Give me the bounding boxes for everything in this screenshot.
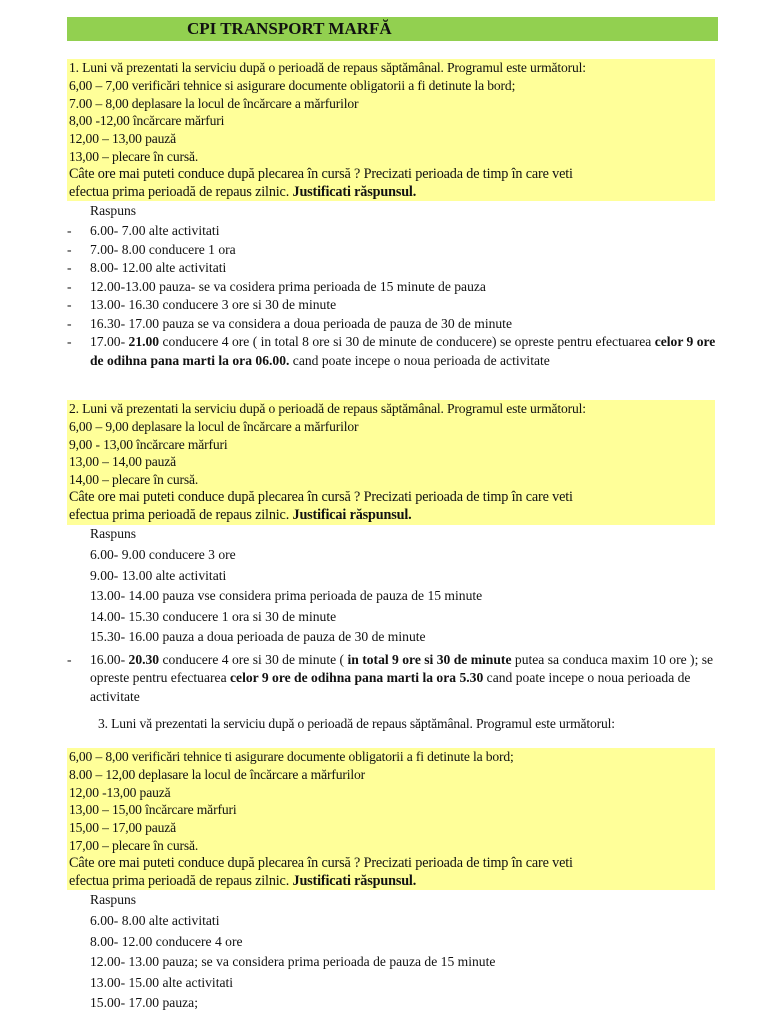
list-item: - 13.00- 16.30 conducere 3 ore si 30 de minute — [67, 297, 337, 312]
q1-question: Câte ore mai puteti conduce după plecarea în cursă ? Precizati perioada de timp în care veti — [69, 165, 573, 182]
q1-line: 6,00 – 7,00 verificări tehnice si asigurare documente obligatorii a fi detinute la bord; — [69, 77, 516, 93]
answer-3-heading: Raspuns — [90, 892, 137, 907]
q3-line: 15,00 – 17,00 pauză — [69, 820, 177, 836]
q2-line: 13,00 – 14,00 pauză — [69, 454, 177, 470]
q2-line: 9,00 - 13,00 încărcare mărfuri — [69, 436, 228, 452]
q1-line: 13,00 – plecare în cursă. — [69, 148, 199, 164]
q3-line: 8.00 – 12,00 deplasare la locul de încărcare a mărfurilor — [69, 766, 366, 782]
q2-question-end: efectua prima perioadă de repaus zilnic. Justificai răspunsul. — [69, 506, 412, 523]
q3-line: 17,00 – plecare în cursă. — [69, 837, 199, 853]
list-item: 8.00- 12.00 conducere 4 ore — [90, 933, 243, 949]
list-item: - 17.00- 21.00 conducere 4 ore ( in total 8 ore si 30 de minute de conducere) se opreste pentru efectuarea celor 9 ore de odihna pana marti la ora 06.00. cand poate incepe o noua perioada de activitate — [67, 334, 716, 368]
q1-line: 8,00 -12,00 încărcare mărfuri — [69, 113, 225, 129]
list-item: 6.00- 9.00 conducere 3 ore — [90, 547, 236, 562]
list-item: - 8.00- 12.00 alte activitati — [67, 260, 227, 275]
list-item: - 7.00- 8.00 conducere 1 ora — [67, 241, 236, 257]
question-2-block — [67, 400, 715, 525]
answer-2-list — [67, 545, 717, 706]
list-item: - 16.00- 20.30 conducere 4 ore si 30 de minute ( in total 9 ore si 30 de minute putea sa conduca maxim 10 ore ); se opreste pentru efectuarea celor 9 ore de odihna pana marti la ora 5.30 cand poate incepe o noua perioada de activitate — [67, 651, 714, 704]
list-item: - 12.00-13.00 pauza- se va cosidera prima perioada de 15 minute de pauza — [67, 278, 486, 294]
list-item: - 16.30- 17.00 pauza se va considera a doua perioada de pauza de 30 de minute — [67, 315, 512, 331]
answer-3-list — [67, 911, 717, 1014]
list-item: 14.00- 15.30 conducere 1 ora si 30 de minute — [90, 608, 337, 624]
question-1-block — [67, 59, 715, 201]
list-item: 13.00- 15.00 alte activitati — [90, 974, 234, 990]
q1-line: 7.00 – 8,00 deplasare la locul de încărcare a mărfurilor — [69, 95, 359, 111]
answer-1-list — [67, 222, 717, 370]
answer-2-heading: Raspuns — [90, 526, 137, 541]
question-3-block — [67, 748, 715, 890]
list-item: 9.00- 13.00 alte activitati — [90, 567, 227, 583]
q3-line: 12,00 -13,00 pauză — [69, 784, 171, 800]
q2-question: Câte ore mai puteti conduce după plecarea în cursă ? Precizati perioada de timp în care veti — [69, 488, 573, 505]
page-title: CPI TRANSPORT MARFĂ — [67, 17, 718, 41]
q1-question-end: efectua prima perioadă de repaus zilnic. Justificati răspunsul. — [69, 183, 417, 200]
question-3-intro: 3. Luni vă prezentati la serviciu după o perioadă de repaus săptămânal. Programul este următorul: — [98, 716, 615, 731]
list-item: - 6.00- 7.00 alte activitati — [67, 223, 220, 238]
q2-line: 14,00 – plecare în cursă. — [69, 472, 199, 488]
q3-line: 13,00 – 15,00 încărcare mărfuri — [69, 802, 237, 818]
q2-line: 6,00 – 9,00 deplasare la locul de încărcare a mărfurilor — [69, 418, 359, 434]
q3-line: 6,00 – 8,00 verificări tehnice ti asigurare documente obligatorii a fi detinute la bord; — [69, 749, 514, 764]
list-item: 6.00- 8.00 alte activitati — [90, 913, 220, 928]
list-item: 13.00- 14.00 pauza vse considera prima perioada de pauza de 15 minute — [90, 588, 483, 604]
q3-question-end: efectua prima perioadă de repaus zilnic. Justificati răspunsul. — [69, 872, 417, 889]
q2-line: 2. Luni vă prezentati la serviciu după o perioadă de repaus săptămânal. Programul este următorul: — [69, 401, 586, 416]
list-item: 12.00- 13.00 pauza; se va considera prima perioada de pauza de 15 minute — [90, 954, 496, 970]
list-item: 15.00- 17.00 pauza; — [90, 995, 198, 1011]
q3-question: Câte ore mai puteti conduce după plecarea în cursă ? Precizati perioada de timp în care veti — [69, 854, 573, 871]
q1-line: 1. Luni vă prezentati la serviciu după o perioadă de repaus săptămânal. Programul este următorul: — [69, 60, 586, 75]
answer-1-heading: Raspuns — [90, 203, 137, 218]
q1-line: 12,00 – 13,00 pauză — [69, 131, 177, 147]
list-item: 15.30- 16.00 pauza a doua perioada de pauza de 30 de minute — [90, 629, 426, 645]
